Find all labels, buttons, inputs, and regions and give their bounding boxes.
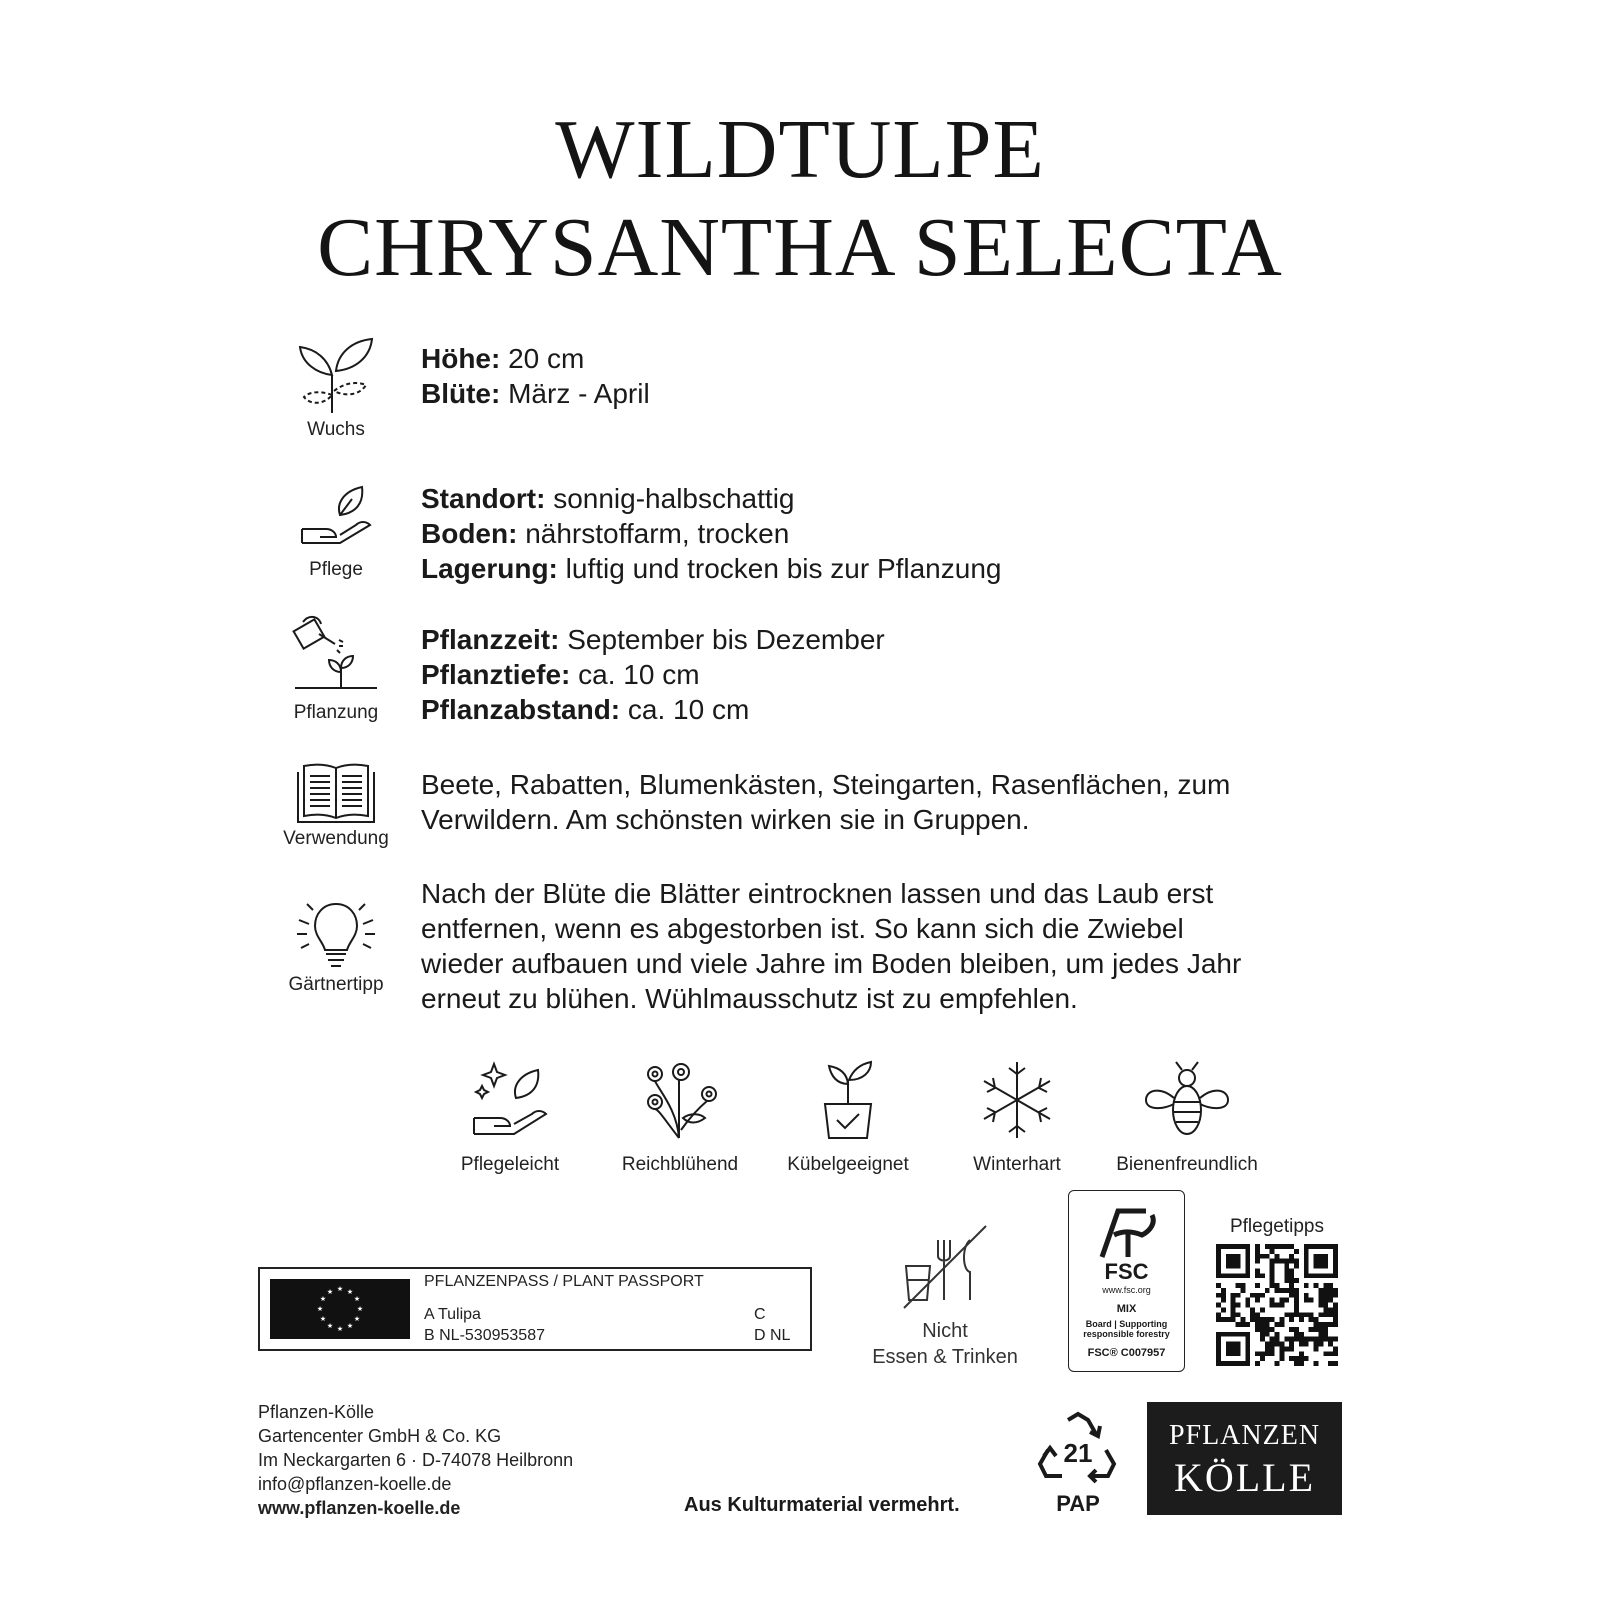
fsc-name: FSC xyxy=(1104,1259,1149,1284)
svg-text:★: ★ xyxy=(319,1296,327,1303)
info-key: Blüte: xyxy=(421,378,501,409)
text-line: Beete, Rabatten, Blumenkästen, Steingarten, Rasenflächen, zum xyxy=(421,769,1231,800)
svg-text:★: ★ xyxy=(336,1286,344,1293)
title-line-2: CHRYSANTHA SELECTA xyxy=(317,201,1283,294)
info-key: Boden: xyxy=(421,518,518,549)
text-line: wieder aufbauen und viele Jahre im Boden bleiben, um jedes Jahr xyxy=(421,948,1242,979)
info-value: 20 cm xyxy=(500,343,585,374)
feature-label: Bienenfreundlich xyxy=(1116,1154,1258,1175)
svg-text:★: ★ xyxy=(356,1306,364,1313)
info-value: nährstoffarm, trocken xyxy=(517,518,790,549)
info-value: März - April xyxy=(500,378,650,409)
feature-bienenfreundlich xyxy=(1102,1060,1272,1176)
info-line xyxy=(421,692,885,727)
section-label: Pflege xyxy=(309,559,363,580)
not-edible-icon xyxy=(900,1222,990,1312)
title-line-1: WILDTULPE xyxy=(555,103,1045,196)
qr-label: Pflegetipps xyxy=(1229,1216,1324,1237)
fsc-url: www.fsc.org xyxy=(1102,1285,1151,1295)
watering-can-sprout-icon xyxy=(291,614,381,698)
brand-line-1: PFLANZEN xyxy=(1168,1420,1321,1451)
section-wuchs-text xyxy=(421,341,650,411)
feature-pflegeleicht xyxy=(425,1060,595,1176)
company-address xyxy=(258,1400,573,1520)
feature-label: Kübelgeeignet xyxy=(787,1154,909,1175)
feature-winterhart xyxy=(932,1060,1102,1176)
feature-kuebelgeeignet xyxy=(763,1060,933,1176)
info-value: luftig und trocken bis zur Pflanzung xyxy=(557,553,1002,584)
feature-label: Reichblühend xyxy=(621,1154,739,1175)
svg-text:★: ★ xyxy=(326,1289,334,1296)
brand-line-2: KÖLLE xyxy=(1173,1455,1316,1500)
fsc-desc-1: Board | Supporting xyxy=(1085,1319,1168,1329)
info-line xyxy=(421,657,885,692)
info-value: ca. 10 cm xyxy=(620,694,750,725)
not-edible-line2: Essen & Trinken xyxy=(872,1346,1018,1368)
info-line xyxy=(421,376,650,411)
section-label: Verwendung xyxy=(283,828,389,849)
svg-text:★: ★ xyxy=(353,1296,361,1303)
feature-label: Winterhart xyxy=(973,1154,1061,1175)
fsc-mix: MIX xyxy=(1116,1303,1137,1315)
svg-text:★: ★ xyxy=(353,1316,361,1323)
info-line xyxy=(421,622,885,657)
address-line: Pflanzen-Kölle xyxy=(258,1402,375,1422)
snowflake-icon xyxy=(977,1060,1057,1140)
section-label: Gärtnertipp xyxy=(288,974,384,995)
info-key: Lagerung: xyxy=(421,553,558,584)
section-pflanzung-icon-box xyxy=(256,614,416,724)
info-key: Standort: xyxy=(421,483,546,514)
address-website[interactable]: www.pflanzen-koelle.de xyxy=(258,1498,461,1518)
info-line xyxy=(421,341,650,376)
text-line: Nach der Blüte die Blätter eintrocknen lassen und das Laub erst xyxy=(421,878,1214,909)
qr-code-icon[interactable] xyxy=(1216,1244,1338,1366)
section-pflanzung-text xyxy=(421,622,885,727)
fsc-logo xyxy=(1068,1190,1185,1372)
passport-a: A Tulipa xyxy=(424,1306,481,1323)
section-label: Wuchs xyxy=(307,419,365,440)
section-gaertnertipp-icon-box xyxy=(256,898,416,996)
section-pflege-text xyxy=(421,481,1001,586)
section-pflege-icon-box xyxy=(256,485,416,581)
passport-d: D NL xyxy=(754,1327,791,1344)
text-line: Verwildern. Am schönsten wirken sie in Gruppen. xyxy=(421,804,1030,835)
potted-plant-icon xyxy=(813,1060,883,1140)
section-wuchs-icon-box xyxy=(256,335,416,441)
svg-text:★: ★ xyxy=(346,1289,354,1296)
info-line xyxy=(421,481,1001,516)
text-line: erneut zu blühen. Wühlmausschutz ist zu empfehlen. xyxy=(421,983,1078,1014)
feature-label: Pflegeleicht xyxy=(460,1154,560,1175)
not-edible-line1: Nicht xyxy=(922,1320,968,1342)
culture-note: Aus Kulturmaterial vermehrt. xyxy=(684,1494,960,1516)
hand-leaf-icon xyxy=(296,485,376,555)
svg-text:★: ★ xyxy=(336,1326,344,1333)
info-line xyxy=(421,551,1001,586)
svg-text:★: ★ xyxy=(346,1323,354,1330)
info-value: ca. 10 cm xyxy=(570,659,700,690)
svg-text:★: ★ xyxy=(316,1306,324,1313)
not-edible-block xyxy=(870,1222,1020,1370)
passport-header: PFLANZENPASS / PLANT PASSPORT xyxy=(424,1273,704,1290)
info-key: Höhe: xyxy=(421,343,501,374)
recycle-number: 21 xyxy=(1063,1438,1093,1468)
info-value: September bis Dezember xyxy=(559,624,885,655)
light-bulb-icon xyxy=(291,898,381,970)
info-key: Pflanztiefe: xyxy=(421,659,571,690)
info-line xyxy=(421,516,1001,551)
feature-reichbluehend xyxy=(595,1060,765,1176)
section-verwendung-text xyxy=(421,767,1230,837)
address-line: Gartencenter GmbH & Co. KG xyxy=(258,1426,502,1446)
svg-text:★: ★ xyxy=(319,1316,327,1323)
passport-c: C xyxy=(754,1306,766,1323)
fsc-tree-icon xyxy=(1092,1201,1162,1261)
qr-block xyxy=(1212,1216,1342,1366)
info-key: Pflanzzeit: xyxy=(421,624,560,655)
address-email[interactable]: info@pflanzen-koelle.de xyxy=(258,1474,452,1494)
svg-text:★: ★ xyxy=(326,1323,334,1330)
flower-bouquet-icon xyxy=(635,1060,725,1140)
address-line: Im Neckargarten 6 · D-74078 Heilbronn xyxy=(258,1450,574,1470)
passport-b: B NL-530953587 xyxy=(424,1327,545,1344)
plant-growth-icon xyxy=(296,335,376,415)
bee-icon xyxy=(1142,1060,1232,1140)
easy-care-hand-icon xyxy=(470,1060,550,1140)
plant-passport-box xyxy=(258,1267,812,1351)
info-value: sonnig-halbschattig xyxy=(545,483,795,514)
recycling-block xyxy=(1033,1410,1123,1517)
recycle-code: PAP xyxy=(1056,1491,1100,1516)
pflanzen-koelle-logo xyxy=(1147,1402,1342,1515)
open-book-icon xyxy=(296,760,376,824)
fsc-desc-2: responsible forestry xyxy=(1083,1329,1170,1339)
recycling-icon xyxy=(1034,1410,1122,1490)
section-verwendung-icon-box xyxy=(256,760,416,850)
section-label: Pflanzung xyxy=(293,702,379,723)
text-line: entfernen, wenn es abgestorben ist. So kann sich die Zwiebel xyxy=(421,913,1184,944)
section-gaertnertipp-text xyxy=(421,876,1241,1016)
eu-flag-icon xyxy=(270,1279,410,1339)
fsc-code: FSC® C007957 xyxy=(1087,1347,1166,1359)
info-key: Pflanzabstand: xyxy=(421,694,621,725)
